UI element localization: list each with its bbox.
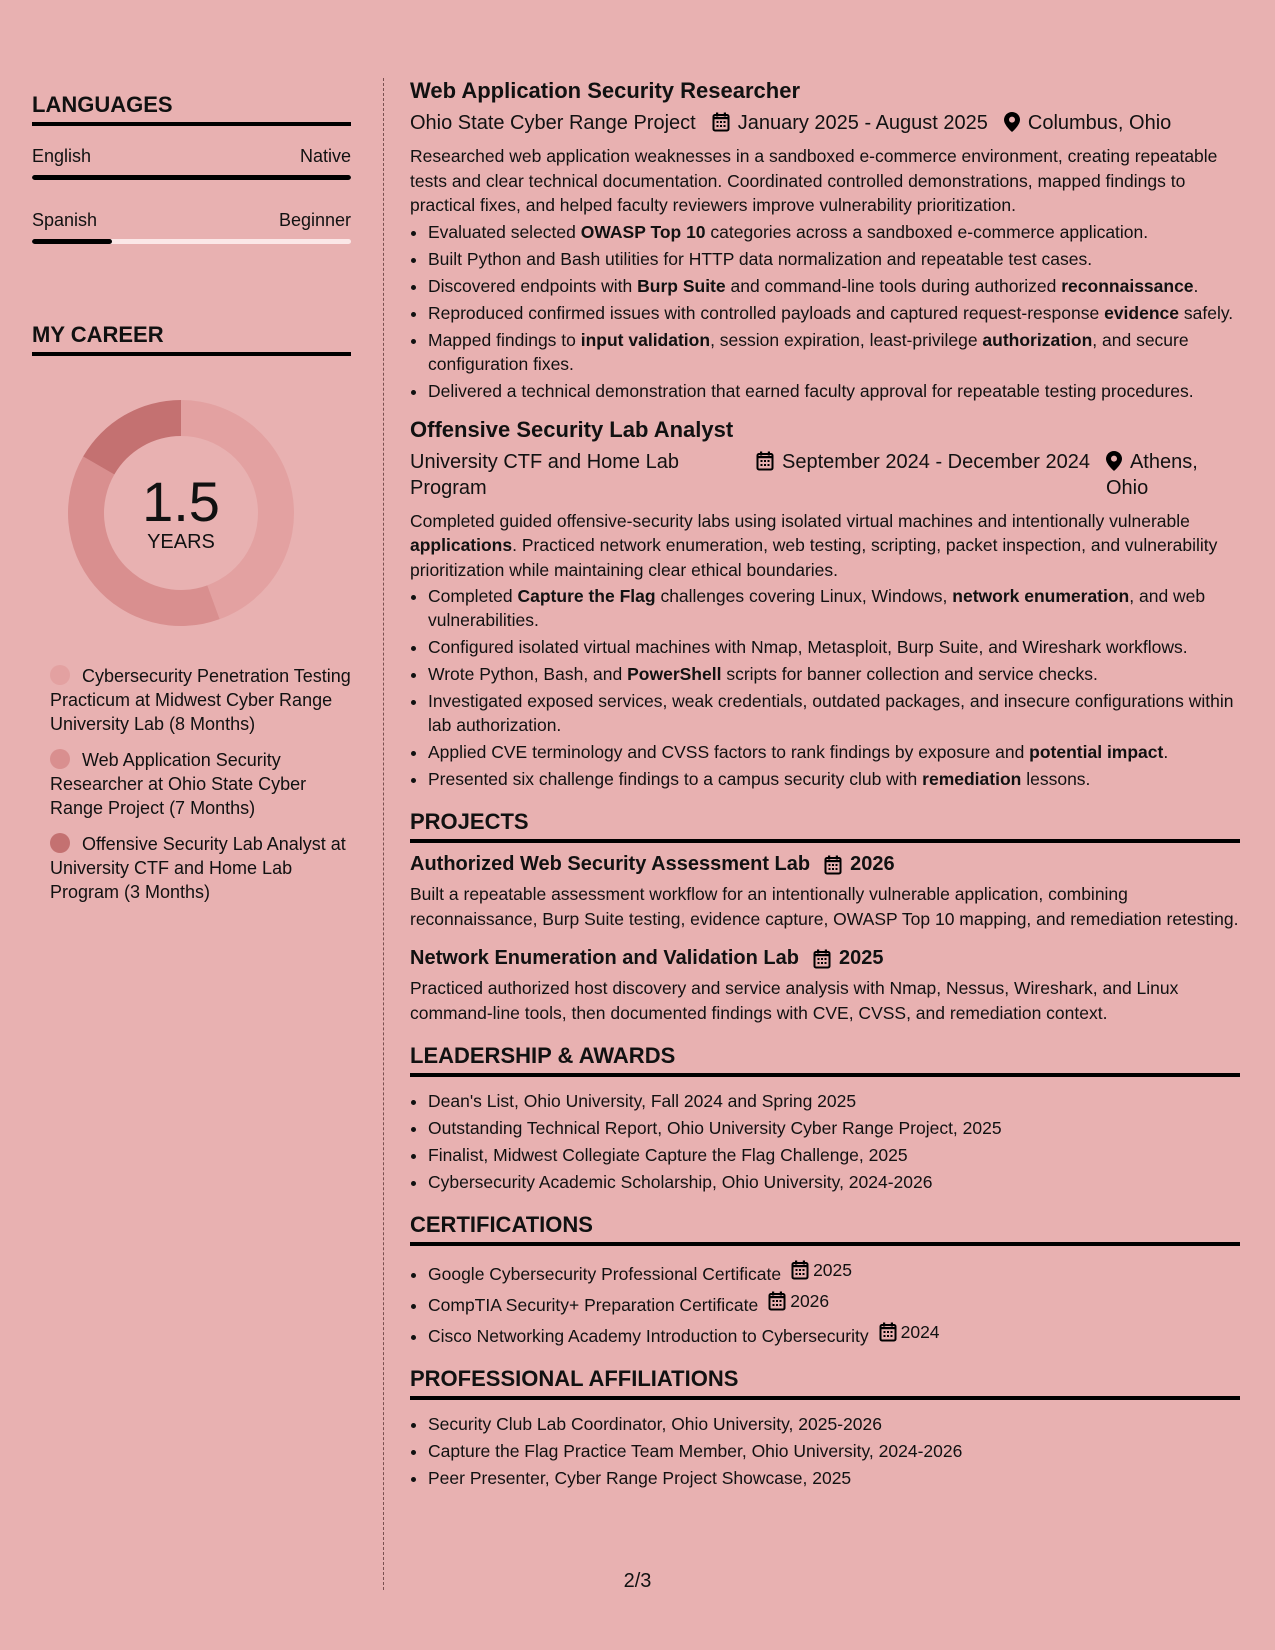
career-total-unit: YEARS [147, 530, 215, 553]
career-legend-item [50, 664, 351, 736]
job-bullet: • Reproduced confirmed issues with controlled payloads and captured request-response evidence safely. [428, 301, 1240, 325]
calendar-icon [813, 949, 831, 969]
language-name: English [32, 146, 92, 166]
leadership-title: LEADERSHIP & AWARDS [410, 1043, 1240, 1077]
job-bullet: • Completed Capture the Flag challenges covering Linux, Windows, network enumeration, and web vulnerabilities. [428, 584, 1240, 632]
experience-list [410, 78, 1240, 791]
language-level: Beginner [278, 210, 351, 230]
affiliations-section [410, 1366, 1240, 1490]
job-bullets [410, 220, 1240, 403]
certification-year: 2024 [900, 1322, 940, 1342]
left-column [32, 92, 351, 916]
certification-year: 2025 [813, 1260, 853, 1280]
legend-dot [50, 665, 70, 685]
language-name: Spanish [32, 210, 98, 230]
project-year: 2025 [838, 947, 884, 969]
job-title: Offensive Security Lab Analyst [410, 416, 734, 442]
award-item: • Finalist, Midwest Collegiate Capture the Flag Challenge, 2025 [428, 1143, 1240, 1167]
award-item: • Dean's List, Ohio University, Fall 2024 and Spring 2025 [428, 1089, 1240, 1113]
certification-name: Cisco Networking Academy Introduction to Cybersecurity [428, 1326, 869, 1346]
project-entry [410, 947, 1240, 1025]
certification-item [428, 1289, 1240, 1317]
experience-entry [410, 417, 1240, 792]
project-year: 2026 [850, 853, 895, 875]
project-description: Practiced authorized host discovery and service analysis with Nmap, Nessus, Wireshark, and Linux command-line tools, then documented findings with CVE, CVSS, and remediation context. [410, 978, 1179, 1023]
award-item: • Cybersecurity Academic Scholarship, Ohio University, 2024-2026 [428, 1170, 1240, 1194]
calendar-icon [791, 1260, 809, 1280]
calendar-icon [712, 112, 730, 132]
job-bullet: • Configured isolated virtual machines with Nmap, Metasploit, Burp Suite, and Wireshark workflows. [428, 635, 1240, 659]
certification-name: CompTIA Security+ Preparation Certificate [428, 1295, 759, 1315]
legend-label: Web Application Security Researcher at Ohio State Cyber Range Project (7 Months) [50, 750, 307, 818]
calendar-icon [756, 451, 774, 471]
job-dates: September 2024 - December 2024 [782, 450, 1090, 473]
certification-item [428, 1320, 1240, 1348]
languages-title: LANGUAGES [32, 92, 351, 126]
job-summary: Researched web application weaknesses in a sandboxed e-commerce environment, creating repeatable tests and clear technical documentation. Coordinated controlled demonstrations, mapped findings to practical fixes, and helped faculty reviewers improve vulnerability prioritization. [410, 146, 1218, 215]
affiliation-item: • Peer Presenter, Cyber Range Project Showcase, 2025 [428, 1466, 1240, 1490]
job-bullet: • Applied CVE terminology and CVSS factors to rank findings by exposure and potential impact. [428, 740, 1240, 764]
language-entry [32, 210, 351, 244]
calendar-icon [768, 1291, 786, 1311]
legend-label: Cybersecurity Penetration Testing Practicum at Midwest Cyber Range University Lab (8 Months) [50, 666, 351, 734]
job-bullet: • Evaluated selected OWASP Top 10 categories across a sandboxed e-commerce application. [428, 220, 1240, 244]
certification-year: 2026 [790, 1291, 830, 1311]
map-pin-icon [1004, 112, 1020, 132]
projects-title: PROJECTS [410, 809, 1240, 843]
job-dates: January 2025 - August 2025 [737, 112, 988, 134]
job-meta [410, 110, 1240, 136]
language-level: Native [299, 146, 351, 166]
job-location: Athens, Ohio [1105, 450, 1198, 499]
project-title: Network Enumeration and Validation Lab [410, 947, 799, 969]
career-legend-item [50, 832, 351, 904]
language-level-bar [32, 175, 351, 180]
leadership-section [410, 1043, 1240, 1194]
job-bullet: • Mapped findings to input validation, session expiration, least-privilege authorization, and secure configuration fixes. [428, 328, 1240, 376]
languages-list [32, 146, 351, 244]
language-level-bar [32, 239, 351, 244]
career-legend-item [50, 748, 351, 820]
job-bullet: • Built Python and Bash utilities for HTTP data normalization and repeatable test cases. [428, 247, 1240, 271]
certification-item [428, 1258, 1240, 1286]
page-number: 2/3 [623, 1570, 652, 1592]
project-entry [410, 853, 1240, 931]
legend-label: Offensive Security Lab Analyst at University CTF and Home Lab Program (3 Months) [50, 834, 346, 902]
legend-dot [50, 833, 70, 853]
job-organization: University CTF and Home Lab Program [410, 450, 679, 499]
certifications-section [410, 1212, 1240, 1348]
legend-dot [50, 749, 70, 769]
project-description: Built a repeatable assessment workflow for an intentionally vulnerable application, combining reconnaissance, Burp Suite testing, evidence capture, OWASP Top 10 mapping, and remediation retesting. [410, 884, 1239, 929]
job-bullet: • Wrote Python, Bash, and PowerShell scripts for banner collection and service checks. [428, 662, 1240, 686]
project-title: Authorized Web Security Assessment Lab [410, 853, 811, 875]
job-bullet: • Presented six challenge findings to a campus security club with remediation lessons. [428, 767, 1240, 791]
right-column [410, 78, 1240, 1493]
award-item: • Outstanding Technical Report, Ohio University Cyber Range Project, 2025 [428, 1116, 1240, 1140]
career-donut-chart [66, 398, 296, 628]
job-bullet: • Delivered a technical demonstration that earned faculty approval for repeatable testing procedures. [428, 379, 1240, 403]
affiliation-item: • Security Club Lab Coordinator, Ohio University, 2025-2026 [428, 1412, 1240, 1436]
career-legend [50, 664, 351, 904]
certifications-title: CERTIFICATIONS [410, 1212, 1240, 1246]
map-pin-icon [1106, 451, 1122, 471]
language-entry [32, 146, 351, 180]
job-summary: Completed guided offensive-security labs using isolated virtual machines and intentionally vulnerable applications. Practiced network enumeration, web testing, scripting, packet inspection, and vulnerability prioritization while maintaining clear ethical boundaries. [410, 510, 1218, 580]
affiliations-title: PROFESSIONAL AFFILIATIONS [410, 1366, 1240, 1400]
job-organization: Ohio State Cyber Range Project [410, 112, 696, 134]
calendar-icon [879, 1322, 897, 1342]
job-bullets [410, 584, 1240, 791]
career-total-years: 1.5 [142, 469, 220, 533]
job-bullet: • Investigated exposed services, weak credentials, outdated packages, and insecure configurations within lab authorization. [428, 689, 1240, 737]
experience-entry [410, 78, 1240, 403]
job-title: Web Application Security Researcher [410, 78, 801, 103]
calendar-icon [824, 855, 842, 875]
job-meta [410, 449, 1240, 501]
affiliation-item: • Capture the Flag Practice Team Member, Ohio University, 2024-2026 [428, 1439, 1240, 1463]
projects-section [410, 809, 1240, 1025]
job-bullet: • Discovered endpoints with Burp Suite and command-line tools during authorized reconnaissance. [428, 274, 1240, 298]
certification-name: Google Cybersecurity Professional Certificate [428, 1264, 782, 1284]
job-location: Columbus, Ohio [1027, 112, 1172, 134]
career-title: MY CAREER [32, 322, 351, 356]
column-divider [383, 78, 384, 1590]
